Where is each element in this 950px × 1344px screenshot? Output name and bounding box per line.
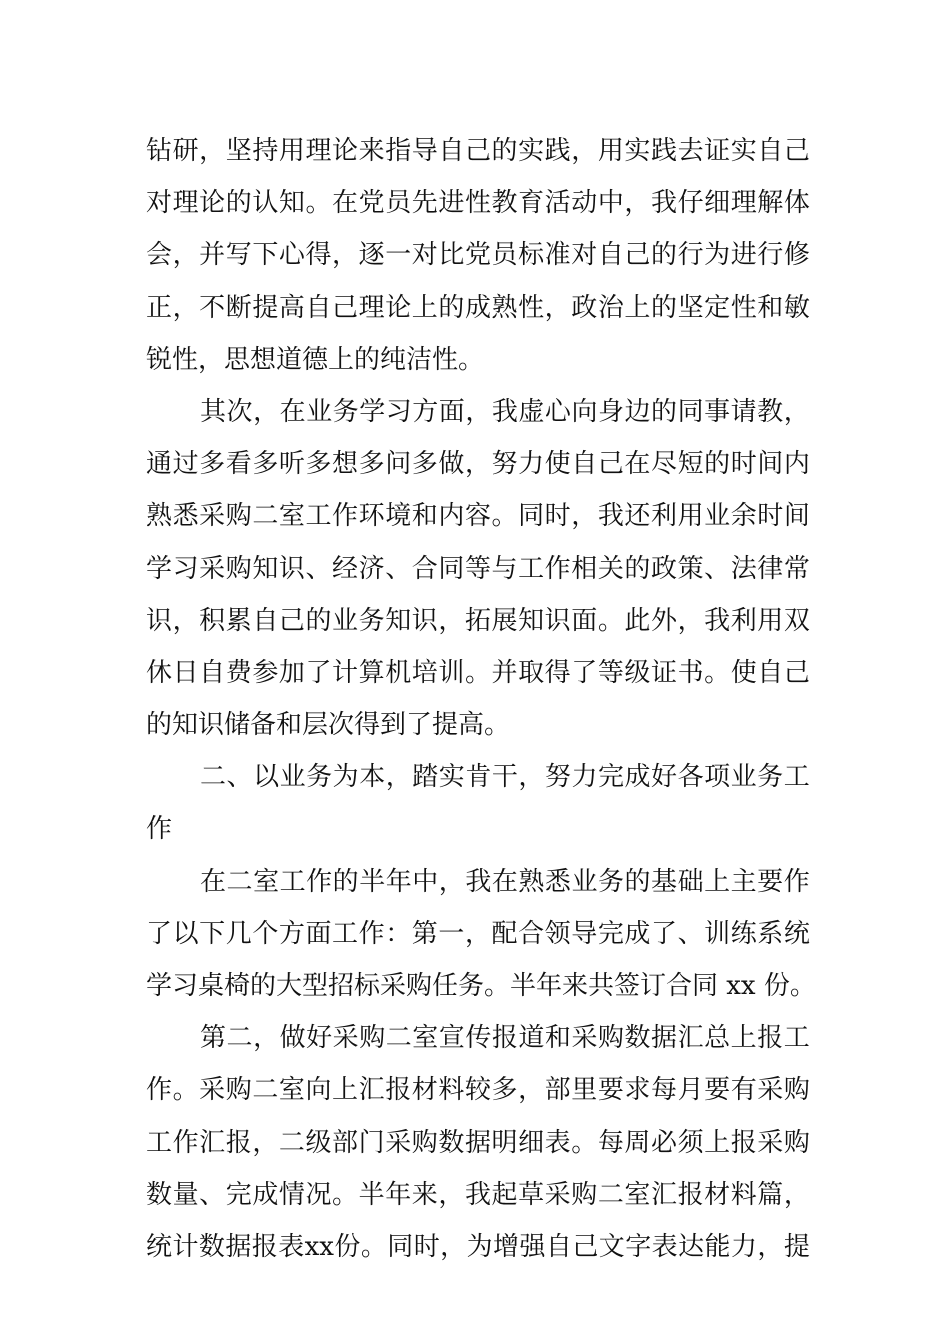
line-text: 作	[146, 814, 173, 845]
text-line: 学 习 采 购 知 识 、 经 济 、 合 同 等 与 工 作 相 关 的 政 策 、 法 律 常	[146, 553, 810, 584]
text-line: 对 理 论 的 认 知 。 在 党 员 先 进 性 教 育 活 动 中 ， 我 仔 细 理 解 体	[146, 188, 810, 219]
document-body	[146, 125, 816, 1273]
text-line	[146, 334, 810, 386]
text-line: 其 次 ， 在 业 务 学 习 方 面 ， 我 虚 心 向 身 边 的 同 事 请 教 ，	[200, 396, 810, 427]
text-line: 会 ， 并 写 下 心 得 ， 逐 一 对 比 党 员 标 准 对 自 己 的 行 为 进 行 修	[146, 240, 810, 271]
text-line: 钻 研 ， 坚 持 用 理 论 来 指 导 自 己 的 实 践 ， 用 实 践 去 证 实 自 己	[146, 136, 810, 166]
text-line: 了 以 下 几 个 方 面 工 作 ： 第 一 ， 配 合 领 导 完 成 了 、 训 练 系 统	[146, 918, 810, 949]
text-line: 工 作 汇 报 ， 二 级 部 门 采 购 数 据 明 细 表 。 每 周 必 须 上 报 采 购	[146, 1127, 810, 1158]
line-text: 学习桌椅的大型招标采购任务。半年来共签订合同 xx 份。	[146, 971, 816, 1001]
line-text: 锐性，思想道德上的纯洁性。	[146, 344, 485, 375]
text-line: 第 二 ， 做 好 采 购 二 室 宣 传 报 道 和 采 购 数 据 汇 总 上 报 工	[200, 1023, 810, 1054]
text-line	[146, 803, 810, 855]
text-line: 在 二 室 工 作 的 半 年 中 ， 我 在 熟 悉 业 务 的 基 础 上 主 要 作	[200, 866, 810, 897]
text-line: 熟 悉 采 购 二 室 工 作 环 境 和 内 容 。 同 时 ， 我 还 利 用 业 余 时 间	[146, 501, 810, 532]
text-line: 正 ， 不 断 提 高 自 己 理 论 上 的 成 熟 性 ， 政 治 上 的 坚 定 性 和 敏	[146, 292, 810, 323]
text-line	[146, 960, 816, 1012]
text-line: 作 。 采 购 二 室 向 上 汇 报 材 料 较 多 ， 部 里 要 求 每 月 要 有 采 购	[146, 1075, 810, 1106]
text-line	[146, 699, 810, 751]
text-line: 数 量 、 完 成 情 况 。 半 年 来 ， 我 起 草 采 购 二 室 汇 报 材 料 篇 ，	[146, 1179, 810, 1210]
text-line: 二 、 以 业 务 为 本 ， 踏 实 肯 干 ， 努 力 完 成 好 各 项 业 务 工	[200, 762, 810, 793]
text-line: 休 日 自 费 参 加 了 计 算 机 培 训 。 并 取 得 了 等 级 证 书 。 使 自 己	[146, 657, 810, 688]
text-line: 统 计 数 据 报 表 xx 份 。 同 时 ， 为 增 强 自 己 文 字 表 达 能 力 ， 提	[146, 1231, 810, 1262]
text-line: 通 过 多 看 多 听 多 想 多 问 多 做 ， 努 力 使 自 己 在 尽 短 的 时 间 内	[146, 449, 810, 480]
line-text: 的知识储备和层次得到了提高。	[146, 710, 511, 741]
text-line: 识 ， 积 累 自 己 的 业 务 知 识 ， 拓 展 知 识 面 。 此 外 ， 我 利 用 双	[146, 605, 810, 636]
